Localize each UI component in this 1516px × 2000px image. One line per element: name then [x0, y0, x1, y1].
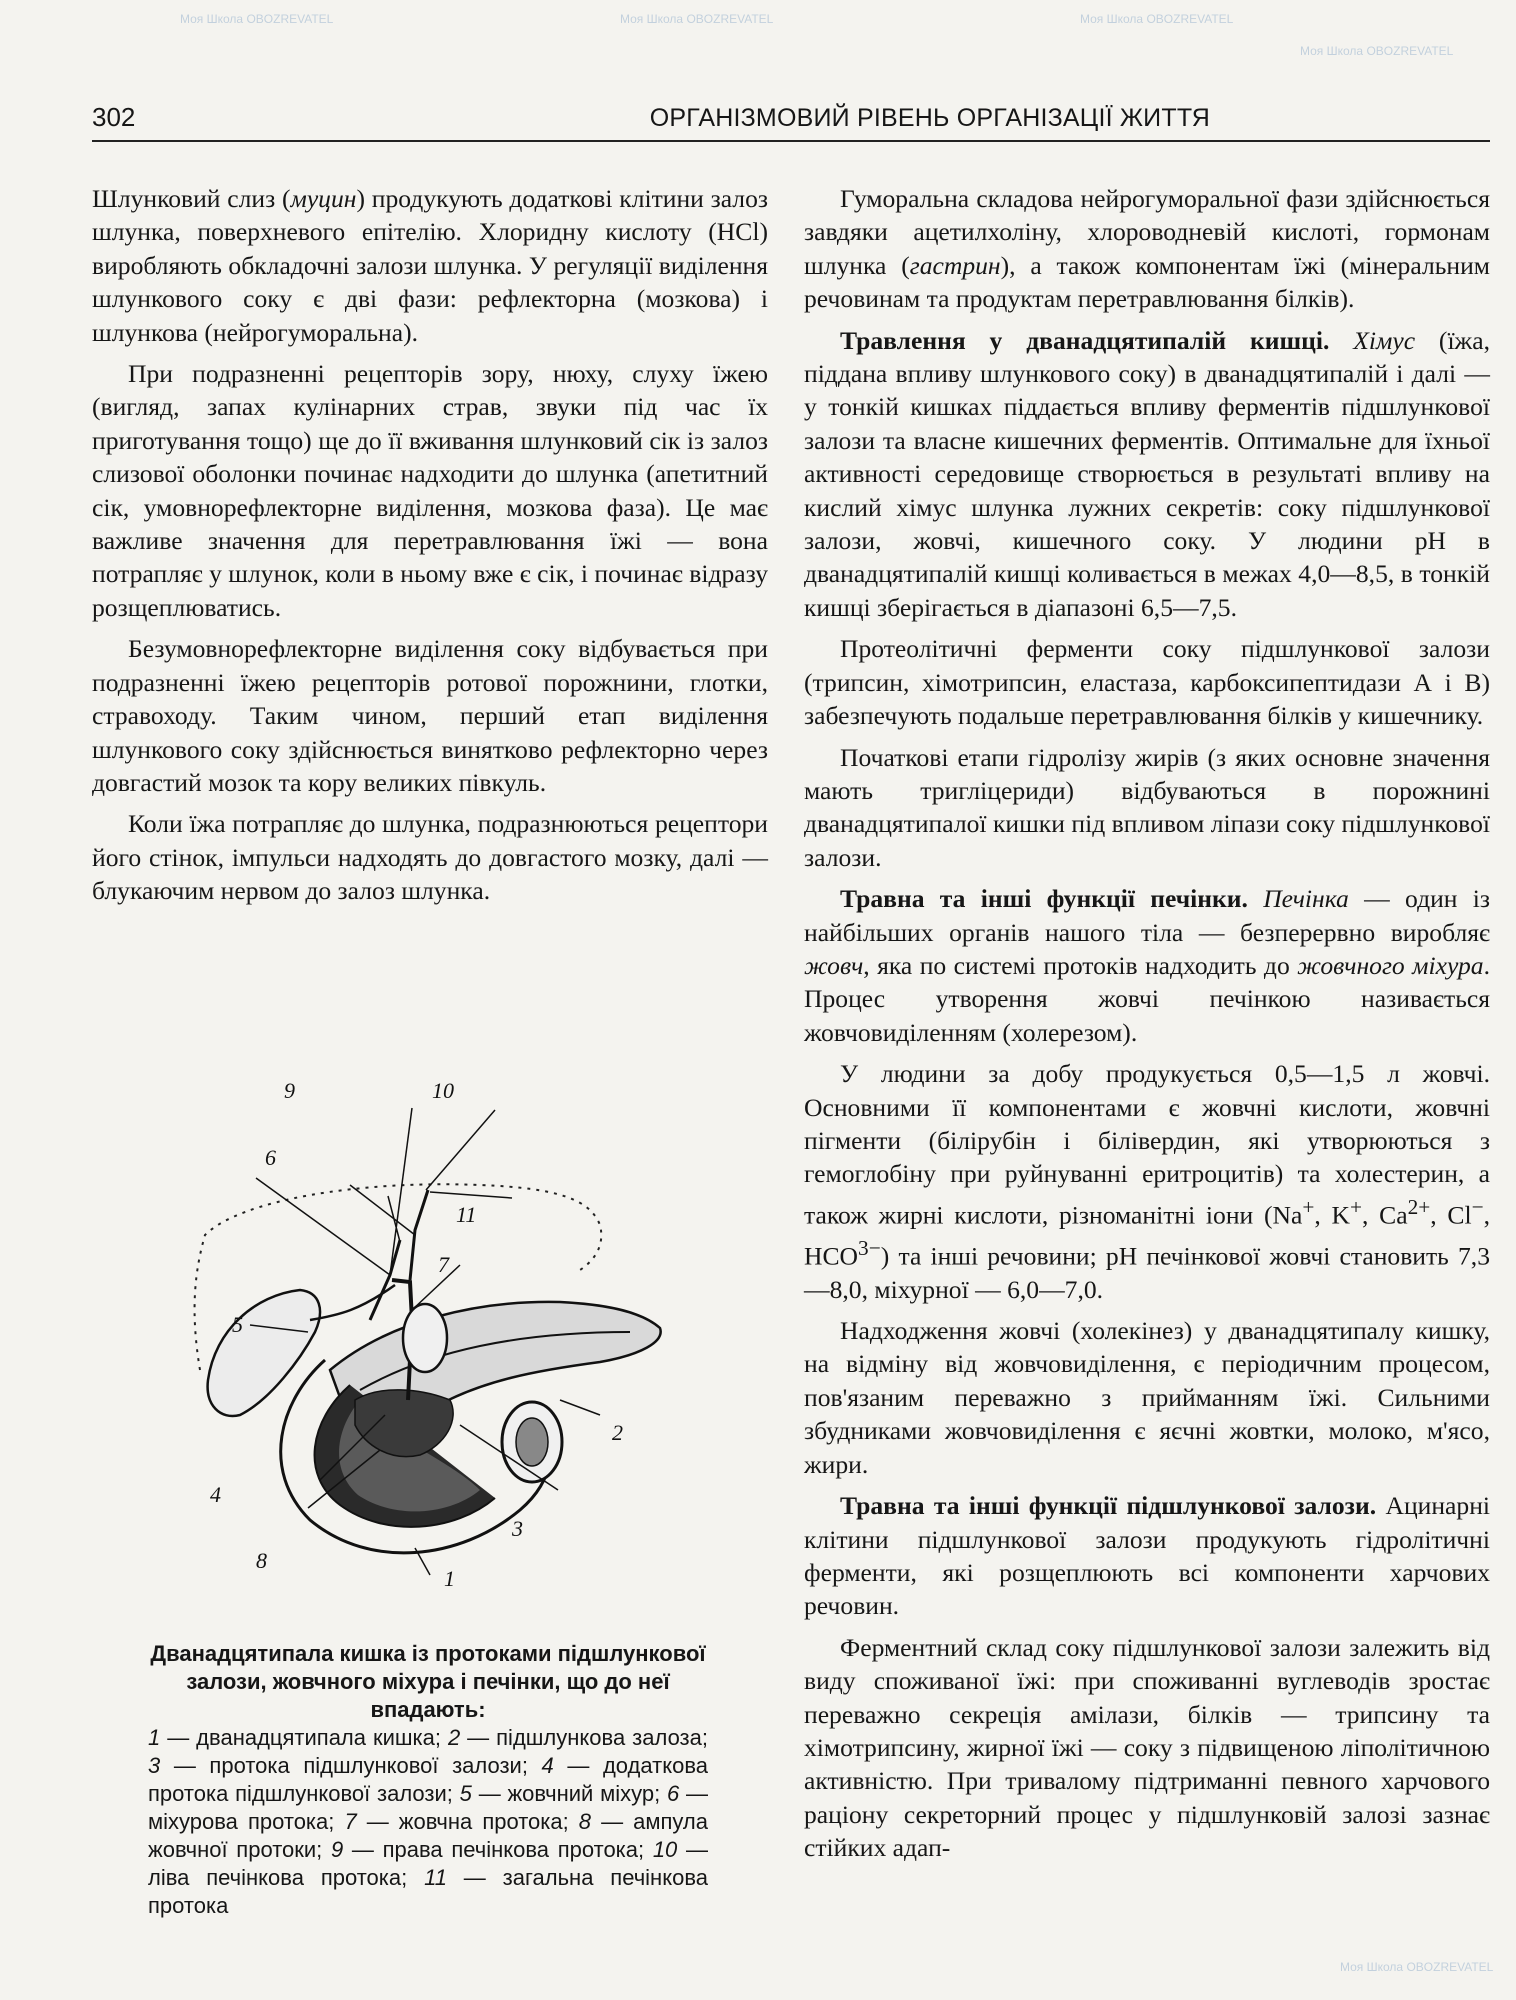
figure-label-9: 9: [284, 1078, 295, 1103]
figure-label-5: 5: [232, 1312, 243, 1337]
paragraph: Шлунковий слиз (муцин) продукують додаткові клітини залоз шлунка, поверхневого епітелію. Хлоридну кислоту (HCl) виробляють обкладочні залози шлунка. У регуляції виділення шлункового соку є дві фази: рефлекторна (мозкова) і шлункова (нейрогуморальна).: [92, 184, 768, 347]
figure-label-4: 4: [210, 1482, 221, 1507]
paragraph: Гуморальна складова нейрогуморальної фази здійснюється завдяки ацетилхоліну, хлороводневій кислоті, гормонам шлунка (гастрин), а також компонентам їжі (мінеральним речовинам та продуктам перетравлювання білків).: [804, 184, 1490, 314]
caption-title: Дванадцятипала кишка із протоками підшлункової залози, жовчного міхура і печінки, що до неї впадають:: [150, 1641, 706, 1722]
page-number: 302: [92, 102, 136, 132]
watermark: Моя Школа OBOZREVATEL: [620, 12, 774, 26]
watermark: Моя Школа OBOZREVATEL: [180, 12, 334, 26]
figure-label-8: 8: [256, 1548, 267, 1573]
watermark: Моя Школа OBOZREVATEL: [1080, 12, 1234, 26]
paragraph: При подразненні рецепторів зору, нюху, слуху їжею (вигляд, запах кулінарних страв, звуки під час їх приготування тощо) ще до її вживання шлунковий сік із залоз слизової оболонки починає надходити до шлунка (апетитний сік, умовнорефлекторне виділення, мозкова фаза). Це має важливе значення для перетравлювання їжі — вона потрапляє у шлунок, коли в ньому вже є сік, і починає відразу розщеплюватись.: [92, 359, 768, 622]
left-column: [92, 182, 768, 908]
paragraph: Коли їжа потрапляє до шлунка, подразнюються рецептори його стінок, імпульси надходять до довгастого мозку, далі — блукаючим нервом до залоз шлунка.: [92, 809, 768, 906]
paragraph: Травна та інші функції підшлункової залози. Ацинарні клітини підшлункової залози продукують гідролітичні ферменти, які розщеплюють всі компоненти харчових речовин.: [804, 1491, 1491, 1621]
watermark: Моя Школа OBOZREVATEL: [1340, 1960, 1494, 1974]
paragraph: Протеолітичні ферменти соку підшлункової залози (трипсин, хімотрипсин, еластаза, карбоксипептидази А і В) забезпечують подальше перетравлювання білків у кишечнику.: [804, 634, 1490, 731]
figure-label-2: 2: [612, 1420, 623, 1445]
paragraph: Травна та інші функції печінки. Печінка — один із найбільших органів нашого тіла — безперервно виробляє жовч, яка по системі протоків надходить до жовчного міхура. Процес утворення жовчі печінкою називається жовчовиділенням (холерезом).: [804, 884, 1490, 1047]
running-title: ОРГАНІЗМОВИЙ РІВЕНЬ ОРГАНІЗАЦІЇ ЖИТТЯ: [649, 104, 1210, 132]
caption-legend: 1 — дванадцятипала кишка; 2 — підшлункова залоза; 3 — протока підшлункової залози; 4 — додаткова протока підшлункової залози; 5 — жовчний міхур; 6 — міхурова протока; 7 — жовчна протока; 8 — ампула жовчної протоки; 9 — права печінкова протока; 10 — ліва печінкова протока; 11 — загальна печінкова протока: [148, 1725, 709, 1918]
duodenum-diagram: [160, 1070, 720, 1590]
figure-caption: [148, 1640, 708, 1920]
figure-label-6: 6: [265, 1145, 276, 1170]
paragraph: Ферментний склад соку підшлункової залози залежить від виду споживаної їжі: при споживанні вуглеводів зростає переважно секреція амілази, білків — трипсину та хімотрипсину, жирної їжі — соку з підвищеною ліполітичною активністю. При тривалому підтриманні певного харчового раціону секреторний процес у підшлунковій залозі зазнає стійких адап-: [804, 1632, 1490, 1863]
page-header: [92, 100, 1490, 142]
paragraph: Початкові етапи гідролізу жирів (з яких основне значення мають тригліцериди) відбуваються в порожнині дванадцятипалої кишки під впливом ліпази соку підшлункової залози.: [804, 742, 1490, 872]
paragraph: Надходження жовчі (холекінез) у дванадцятипалу кишку, на відміну від жовчовиділення, є періодичним процесом, пов'язаним переважно з прийманням їжі. Сильними збудниками жовчовиділення є яєчні жовтки, молоко, м'ясо, жири.: [804, 1316, 1490, 1479]
figure-label-10: 10: [432, 1078, 454, 1103]
figure-label-7: 7: [438, 1252, 449, 1277]
figure-label-1: 1: [444, 1566, 455, 1590]
paragraph: У людини за добу продукується 0,5—1,5 л жовчі. Основними її компонентами є жовчні кислоти, жовчні пігменти (білірубін і білівердин, які утворюються з гемоглобіну при руйнуванні еритроцитів) та холестерин, а також жирні кислоти, різноманітні іони (Na+, K+, $Ca^{2+}$, Cl−, $HCO^{3-}$) та інші речовини; pH печінкової жовчі становить 7,3—8,0, міхурної — 6,0—7,0.: [804, 1059, 1491, 1304]
paragraph: Травлення у дванадцятипалій кишці. Хімус (їжа, піддана впливу шлункового соку) в дванадцятипалій і далі — у тонкій кишках піддається впливу ферментів підшлункової залози та власне кишечних ферментів. Оптимальне для їхньої активності середовище створюється в результаті впливу на кислий хімус шлунка лужних секретів: соку підшлункової залози, жовчі, кишечного соку. У людини pH в дванадцятипалій кишці коливається в межах 4,0—8,5, в тонкій кишці зберігається в діапазоні 6,5—7,5.: [804, 325, 1491, 622]
right-column: [804, 182, 1490, 1865]
figure-label-3: 3: [512, 1516, 523, 1541]
watermark: Моя Школа OBOZREVATEL: [1300, 44, 1454, 58]
paragraph: Безумовнорефлекторне виділення соку відбувається при подразненні їжею рецепторів ротової порожнини, глотки, стравоходу. Таким чином, перший етап виділення шлункового соку здійснюється винятково рефлекторно через довгастий мозок та кору великих півкуль.: [92, 634, 768, 797]
figure-label-11: 11: [456, 1202, 477, 1227]
